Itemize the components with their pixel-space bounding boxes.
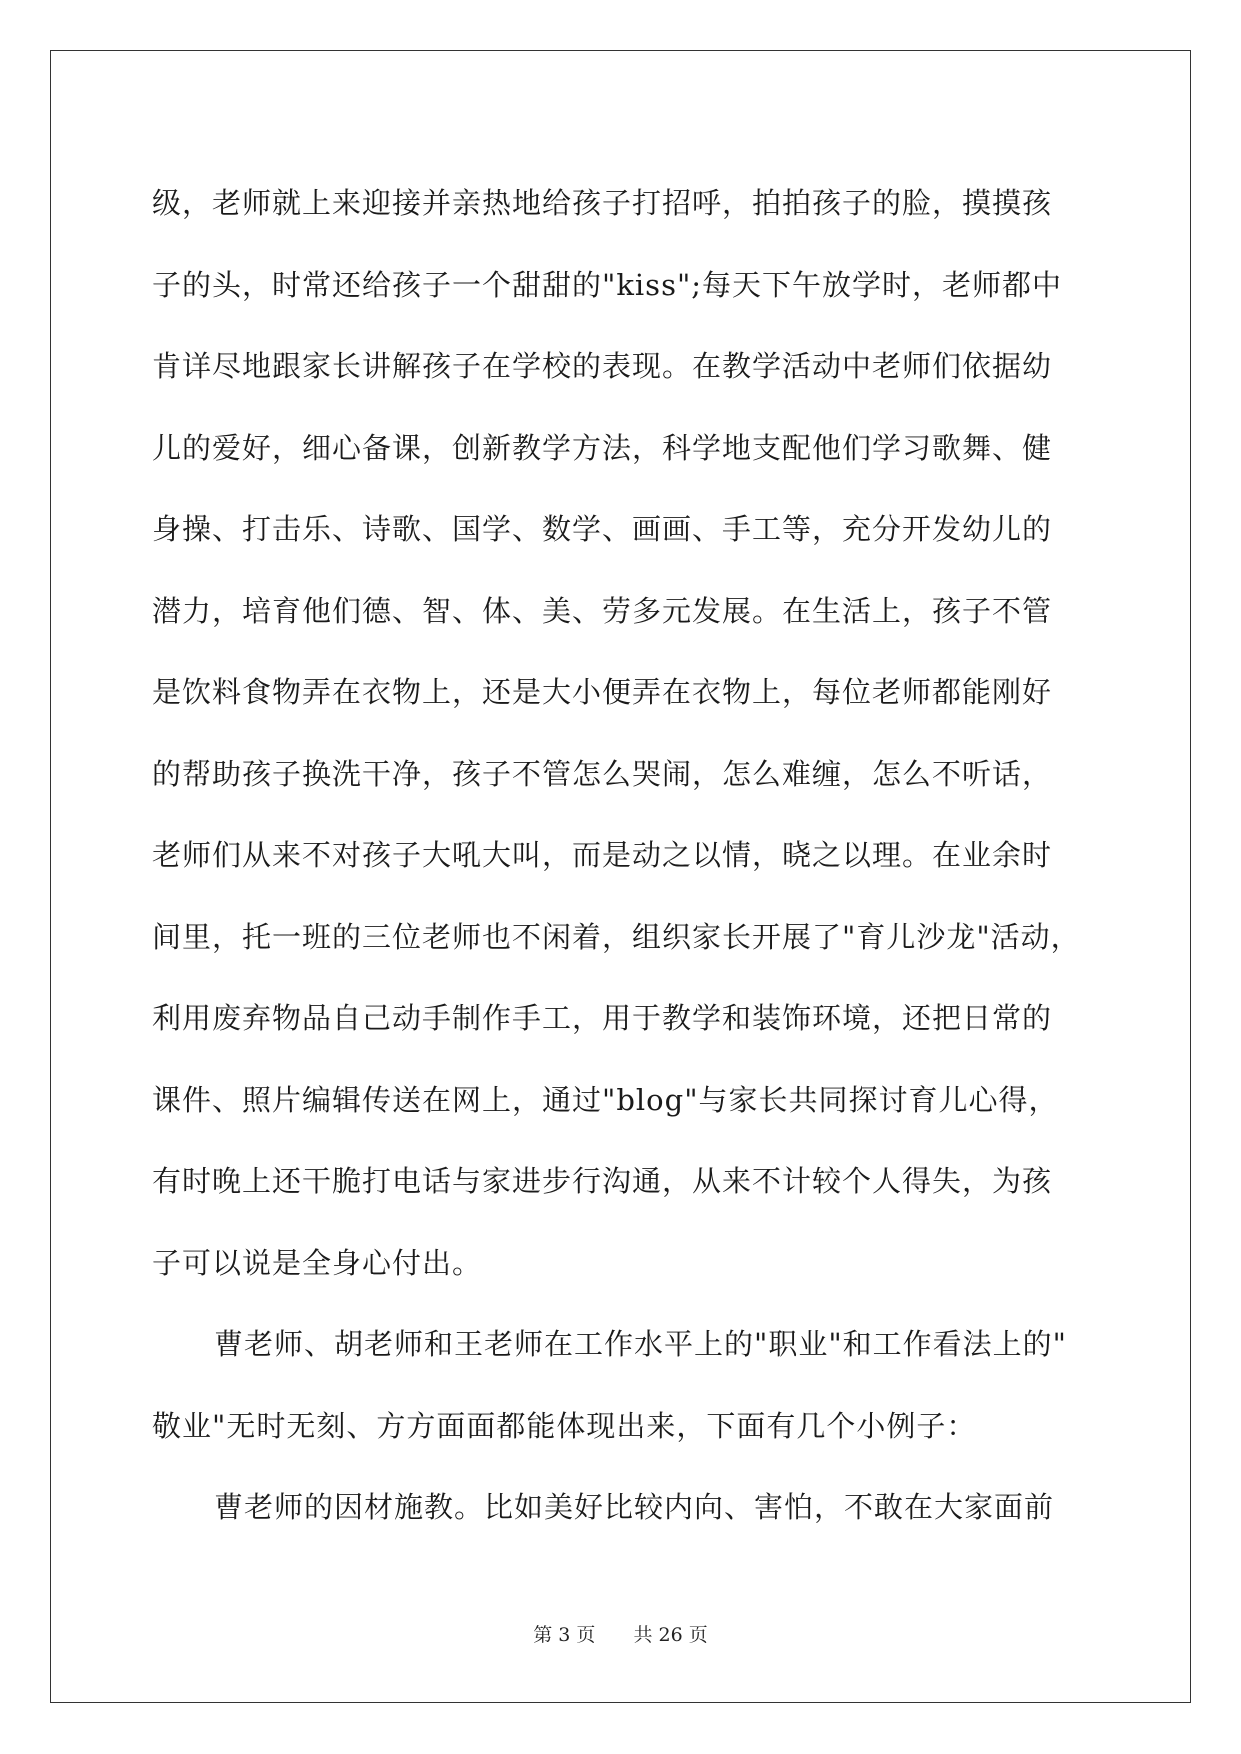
text-line: 身操、打击乐、诗歌、国学、数学、画画、手工等，充分开发幼儿的 [152, 512, 1053, 546]
text-line: 肯详尽地跟家长讲解孩子在学校的表现。在教学活动中老师们依据幼 [152, 349, 1053, 383]
text-line: 是饮料食物弄在衣物上，还是大小便弄在衣物上，每位老师都能刚好 [152, 675, 1053, 709]
text-line: 间里，托一班的三位老师也不闲着，组织家长开展了"育儿沙龙"活动， [152, 919, 1081, 954]
text-line: 有时晚上还干脆打电话与家进步行沟通，从来不计较个人得失，为孩 [152, 1164, 1053, 1198]
text-line: 课件、照片编辑传送在网上，通过"blog"与家长共同探讨育儿心得， [152, 1082, 1059, 1117]
page-total: 共 26 页 [633, 1624, 708, 1646]
text-line: 级，老师就上来迎接并亲热地给孩子打招呼，拍拍孩子的脸，摸摸孩 [152, 186, 1053, 220]
text-line: 老师们从来不对孩子大吼大叫，而是动之以情，晓之以理。在业余时 [152, 838, 1053, 872]
text-line: 的帮助孩子换洗干净，孩子不管怎么哭闹，怎么难缠，怎么不听话， [152, 756, 1053, 791]
text-line: 儿的爱好，细心备课，创新教学方法，科学地支配他们学习歌舞、健 [152, 430, 1053, 465]
page-number: 第 3 页 [533, 1624, 596, 1646]
text-line: 利用废弃物品自己动手制作手工，用于教学和装饰环境，还把日常的 [152, 1001, 1053, 1035]
paragraph-3-line: 曹老师的因材施教。比如美好比较内向、害怕，不敢在大家面前 [214, 1490, 1055, 1524]
text-line: 子的头，时常还给孩子一个甜甜的"kiss";每天下午放学时，老师都中 [152, 267, 1063, 302]
text-line: 潜力，培育他们德、智、体、美、劳多元发展。在生活上，孩子不管 [152, 593, 1053, 628]
text-line: 子可以说是全身心付出。 [152, 1245, 483, 1280]
paragraph-2-line: 曹老师、胡老师和王老师在工作水平上的"职业"和工作看法上的" [214, 1327, 1068, 1361]
document-body [152, 163, 1092, 1549]
paragraph-2-line: 敬业"无时无刻、方方面面都能体现出来，下面有几个小例子： [152, 1408, 977, 1443]
page-footer [0, 1620, 1241, 1647]
